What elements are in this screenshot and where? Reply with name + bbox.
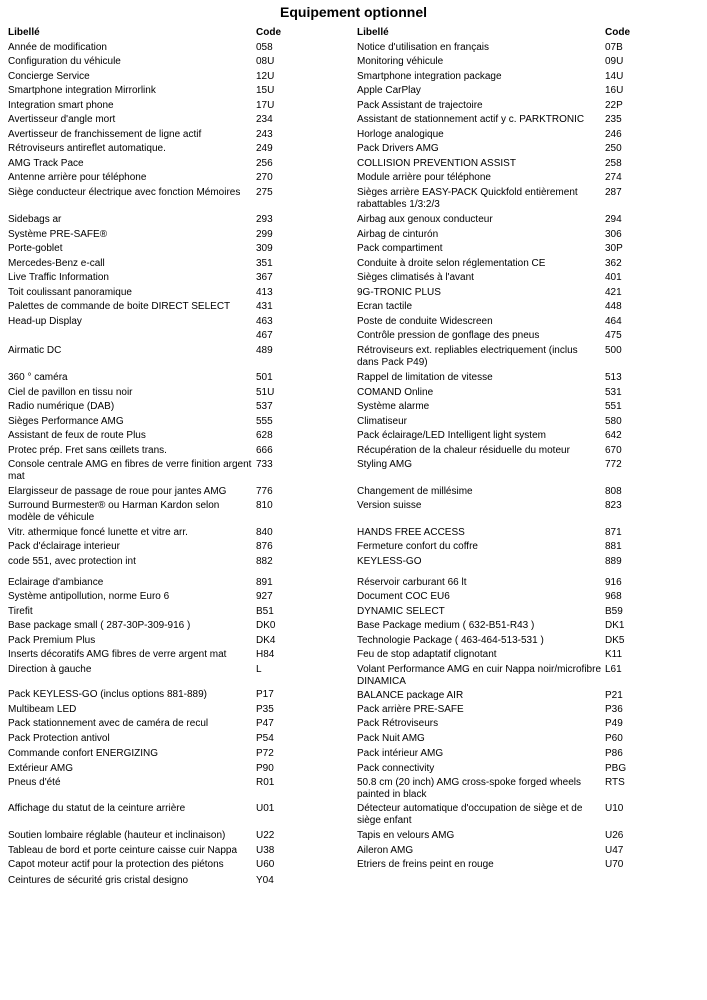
option-code: U70: [605, 859, 624, 870]
option-label: Integration smart phone: [8, 100, 114, 111]
option-code: 07B: [605, 42, 623, 53]
option-label: Technologie Package ( 463-464-513-531 ): [357, 635, 544, 646]
option-code: 733: [256, 459, 273, 470]
option-label: Pack d'éclairage interieur: [8, 541, 120, 552]
option-code: 293: [256, 214, 273, 225]
option-code: 431: [256, 301, 273, 312]
option-label: Poste de conduite Widescreen: [357, 316, 493, 327]
option-code: 464: [605, 316, 622, 327]
option-label: Pack Nuit AMG: [357, 733, 425, 744]
option-code: 889: [605, 556, 622, 567]
option-label: Mercedes-Benz e-call: [8, 258, 105, 269]
option-label: Toit coulissant panoramique: [8, 287, 132, 298]
option-code: U01: [256, 803, 275, 814]
option-code: 246: [605, 129, 622, 140]
option-code: 871: [605, 527, 622, 538]
option-label: Pack éclairage/LED Intelligent light system: [357, 430, 546, 441]
option-label: Version suisse: [357, 500, 422, 511]
option-label: Base package small ( 287-30P-309-916 ): [8, 620, 191, 631]
option-code: U47: [605, 845, 624, 856]
option-label: Récupération de la chaleur résiduelle du moteur: [357, 445, 570, 456]
option-label: Palettes de commande de boite DIRECT SELECT: [8, 301, 231, 312]
option-code: 243: [256, 129, 273, 140]
option-code: 287: [605, 187, 622, 198]
option-code: 256: [256, 158, 273, 169]
option-code: 772: [605, 459, 622, 470]
option-label: Pack arrière PRE-SAFE: [357, 704, 464, 715]
option-code: 876: [256, 541, 273, 552]
option-code: 274: [605, 172, 622, 183]
option-label: Pack compartiment: [357, 243, 443, 254]
option-label: Extérieur AMG: [8, 763, 74, 774]
option-label: Inserts décoratifs AMG fibres de verre argent mat: [8, 649, 227, 660]
option-code: 09U: [605, 56, 624, 67]
option-label: Pack intérieur AMG: [357, 748, 444, 759]
option-code: 555: [256, 416, 273, 427]
option-label: BALANCE package AIR: [357, 690, 464, 701]
option-code: P35: [256, 704, 274, 715]
option-code: 463: [256, 316, 273, 327]
option-label: Soutien lombaire réglable (hauteur et inclinaison): [8, 830, 226, 841]
option-code: 270: [256, 172, 273, 183]
option-label: Module arrière pour téléphone: [357, 172, 491, 183]
option-label: KEYLESS-GO: [357, 556, 422, 567]
option-label: Affichage du statut de la ceinture arrière: [8, 803, 186, 814]
option-code: 367: [256, 272, 273, 283]
option-label: Réservoir carburant 66 lt: [357, 577, 467, 588]
option-code: 16U: [605, 85, 624, 96]
option-code: 808: [605, 486, 622, 497]
option-code: H84: [256, 649, 275, 660]
option-label: Pack KEYLESS-GO (inclus options 881-889): [8, 689, 207, 700]
option-code: L: [256, 664, 262, 675]
option-code: 513: [605, 372, 622, 383]
option-label: Capot moteur actif pour la protection des piétons: [8, 859, 224, 870]
option-label: COMAND Online: [357, 387, 434, 398]
option-label: Smartphone integration package: [357, 71, 502, 82]
option-label: Sièges Performance AMG: [8, 416, 124, 427]
option-code: 670: [605, 445, 622, 456]
option-label: Pack Rétroviseurs: [357, 718, 439, 729]
option-code: 058: [256, 42, 273, 53]
option-code: U60: [256, 859, 275, 870]
option-code: 891: [256, 577, 273, 588]
option-code: 08U: [256, 56, 275, 67]
option-label: Conduite à droite selon réglementation CE: [357, 258, 546, 269]
option-label: Système alarme: [357, 401, 430, 412]
option-label: Surround Burmester® ou Harman Kardon selon modèle de véhicule: [8, 500, 220, 523]
option-code: 551: [605, 401, 622, 412]
option-code: P49: [605, 718, 623, 729]
option-label: Sidebags ar: [8, 214, 62, 225]
option-label: Rétroviseurs antireflet automatique.: [8, 143, 166, 154]
option-label: Ecran tactile: [357, 301, 413, 312]
option-code: P90: [256, 763, 274, 774]
option-code: U10: [605, 803, 624, 814]
option-label: Etriers de freins peint en rouge: [357, 859, 494, 870]
option-code: U22: [256, 830, 275, 841]
header-code-right: Code: [605, 27, 630, 38]
option-label: Tirefit: [8, 606, 33, 617]
option-code: Y04: [256, 875, 274, 886]
header-libelle-left: Libellé: [8, 27, 40, 38]
option-code: 642: [605, 430, 622, 441]
page-title: Equipement optionnel: [280, 4, 427, 20]
option-label: Système antipollution, norme Euro 6: [8, 591, 170, 602]
option-label: Système PRE-SAFE®: [8, 229, 108, 240]
option-code: 531: [605, 387, 622, 398]
option-label: Volant Performance AMG en cuir Nappa noir/microfibre DINAMICA: [357, 664, 601, 687]
option-code: P54: [256, 733, 274, 744]
option-code: 413: [256, 287, 273, 298]
option-label: Pack Premium Plus: [8, 635, 96, 646]
option-code: 881: [605, 541, 622, 552]
option-label: Pack Assistant de trajectoire: [357, 100, 483, 111]
option-code: 401: [605, 272, 622, 283]
option-code: 15U: [256, 85, 275, 96]
option-code: 489: [256, 345, 273, 356]
option-label: Head-up Display: [8, 316, 82, 327]
option-label: Ciel de pavillon en tissu noir: [8, 387, 133, 398]
option-code: R01: [256, 777, 275, 788]
option-code: 51U: [256, 387, 275, 398]
option-label: Détecteur automatique d'occupation de siège et de siège enfant: [357, 803, 583, 826]
option-code: 421: [605, 287, 622, 298]
option-code: 823: [605, 500, 622, 511]
option-code: 294: [605, 214, 622, 225]
option-label: Smartphone integration Mirrorlink: [8, 85, 156, 96]
option-label: Fermeture confort du coffre: [357, 541, 478, 552]
option-label: Assistant de stationnement actif y c. PARKTRONIC: [357, 114, 585, 125]
option-label: Contrôle pression de gonflage des pneus: [357, 330, 540, 341]
option-label: Tapis en velours AMG: [357, 830, 455, 841]
header-libelle-right: Libellé: [357, 27, 389, 38]
option-code: U26: [605, 830, 624, 841]
option-code: PBG: [605, 763, 627, 774]
option-label: Elargisseur de passage de roue pour jantes AMG: [8, 486, 227, 497]
option-label: Radio numérique (DAB): [8, 401, 115, 412]
option-code: 968: [605, 591, 622, 602]
option-code: 501: [256, 372, 273, 383]
option-code: 250: [605, 143, 622, 154]
option-code: 17U: [256, 100, 275, 111]
option-code: 275: [256, 187, 273, 198]
option-code: DK4: [256, 635, 276, 646]
option-label: Multibeam LED: [8, 704, 77, 715]
option-code: 475: [605, 330, 622, 341]
option-label: Siège conducteur électrique avec fonction Mémoires: [8, 187, 241, 198]
option-code: 12U: [256, 71, 275, 82]
option-code: P47: [256, 718, 274, 729]
option-label: AMG Track Pace: [8, 158, 84, 169]
option-label: 360 ° caméra: [8, 372, 68, 383]
option-label: 9G-TRONIC PLUS: [357, 287, 441, 298]
option-label: Rappel de limitation de vitesse: [357, 372, 493, 383]
option-code: 309: [256, 243, 273, 254]
option-label: Horloge analogique: [357, 129, 444, 140]
option-code: 916: [605, 577, 622, 588]
option-label: Feu de stop adaptatif clignotant: [357, 649, 497, 660]
option-code: 628: [256, 430, 273, 441]
option-label: Pack Drivers AMG: [357, 143, 439, 154]
option-code: 14U: [605, 71, 624, 82]
option-label: COLLISION PREVENTION ASSIST: [357, 158, 516, 169]
option-label: 50.8 cm (20 inch) AMG cross-spoke forged wheels painted in black: [357, 777, 581, 800]
option-label: Configuration du véhicule: [8, 56, 121, 67]
option-label: Document COC EU6: [357, 591, 450, 602]
option-label: Styling AMG: [357, 459, 413, 470]
option-code: L61: [605, 664, 622, 675]
option-label: Eclairage d'ambiance: [8, 577, 104, 588]
option-code: 448: [605, 301, 622, 312]
option-code: DK1: [605, 620, 625, 631]
option-code: 882: [256, 556, 273, 567]
option-code: 840: [256, 527, 273, 538]
option-code: 927: [256, 591, 273, 602]
option-label: DYNAMIC SELECT: [357, 606, 445, 617]
option-label: Base Package medium ( 632-B51-R43 ): [357, 620, 535, 631]
option-code: P21: [605, 690, 623, 701]
option-code: 306: [605, 229, 622, 240]
option-code: RTS: [605, 777, 625, 788]
option-code: U38: [256, 845, 275, 856]
option-label: Protec prép. Fret sans œillets trans.: [8, 445, 167, 456]
option-code: 22P: [605, 100, 623, 111]
option-code: DK0: [256, 620, 276, 631]
option-code: 776: [256, 486, 273, 497]
option-label: Apple CarPlay: [357, 85, 421, 96]
option-code: 500: [605, 345, 622, 356]
option-code: DK5: [605, 635, 625, 646]
option-code: P86: [605, 748, 623, 759]
header-code-left: Code: [256, 27, 281, 38]
option-label: Climatiseur: [357, 416, 408, 427]
option-label: Tableau de bord et porte ceinture caisse cuir Nappa: [8, 845, 238, 856]
option-code: K11: [605, 649, 623, 660]
option-code: 467: [256, 330, 273, 341]
option-label: Assistant de feux de route Plus: [8, 430, 146, 441]
option-code: P17: [256, 689, 274, 700]
option-label: Airbag aux genoux conducteur: [357, 214, 493, 225]
option-label: Rétroviseurs ext. repliables electriquement (inclus dans Pack P49): [357, 345, 578, 368]
option-code: 235: [605, 114, 622, 125]
option-code: B59: [605, 606, 623, 617]
option-label: Concierge Service: [8, 71, 90, 82]
option-code: 351: [256, 258, 273, 269]
option-label: Pneus d'été: [8, 777, 61, 788]
option-label: Pack connectivity: [357, 763, 435, 774]
option-code: 234: [256, 114, 273, 125]
option-label: Aileron AMG: [357, 845, 414, 856]
option-label: Commande confort ENERGIZING: [8, 748, 159, 759]
option-code: 580: [605, 416, 622, 427]
option-code: P36: [605, 704, 623, 715]
option-label: Avertisseur d'angle mort: [8, 114, 116, 125]
option-code: 666: [256, 445, 273, 456]
option-label: Sièges arrière EASY-PACK Quickfold entièrement rabattables 1/3:2/3: [357, 187, 578, 210]
option-code: P60: [605, 733, 623, 744]
option-label: Porte-goblet: [8, 243, 63, 254]
option-label: Airbag de cinturón: [357, 229, 439, 240]
option-label: HANDS FREE ACCESS: [357, 527, 465, 538]
option-label: Live Traffic Information: [8, 272, 109, 283]
option-code: P72: [256, 748, 274, 759]
option-label: Année de modification: [8, 42, 107, 53]
option-code: 299: [256, 229, 273, 240]
option-label: Ceintures de sécurité gris cristal designo: [8, 875, 189, 886]
option-label: Pack Protection antivol: [8, 733, 110, 744]
option-code: 362: [605, 258, 622, 269]
option-label: Antenne arrière pour téléphone: [8, 172, 147, 183]
option-label: code 551, avec protection int: [8, 556, 136, 567]
option-code: 537: [256, 401, 273, 412]
option-code: 810: [256, 500, 273, 511]
option-code: 249: [256, 143, 273, 154]
option-label: Vitr. athermique foncé lunette et vitre arr.: [8, 527, 188, 538]
option-code: 30P: [605, 243, 623, 254]
option-code: B51: [256, 606, 274, 617]
option-label: Changement de millésime: [357, 486, 473, 497]
option-label: Monitoring véhicule: [357, 56, 444, 67]
option-label: Pack stationnement avec de caméra de recul: [8, 718, 209, 729]
option-label: Avertisseur de franchissement de ligne actif: [8, 129, 202, 140]
option-label: Notice d'utilisation en français: [357, 42, 489, 53]
option-label: Sièges climatisés à l'avant: [357, 272, 474, 283]
option-label: Console centrale AMG en fibres de verre finition argent mat: [8, 459, 252, 482]
option-code: 258: [605, 158, 622, 169]
option-label: Direction à gauche: [8, 664, 92, 675]
option-label: Airmatic DC: [8, 345, 62, 356]
